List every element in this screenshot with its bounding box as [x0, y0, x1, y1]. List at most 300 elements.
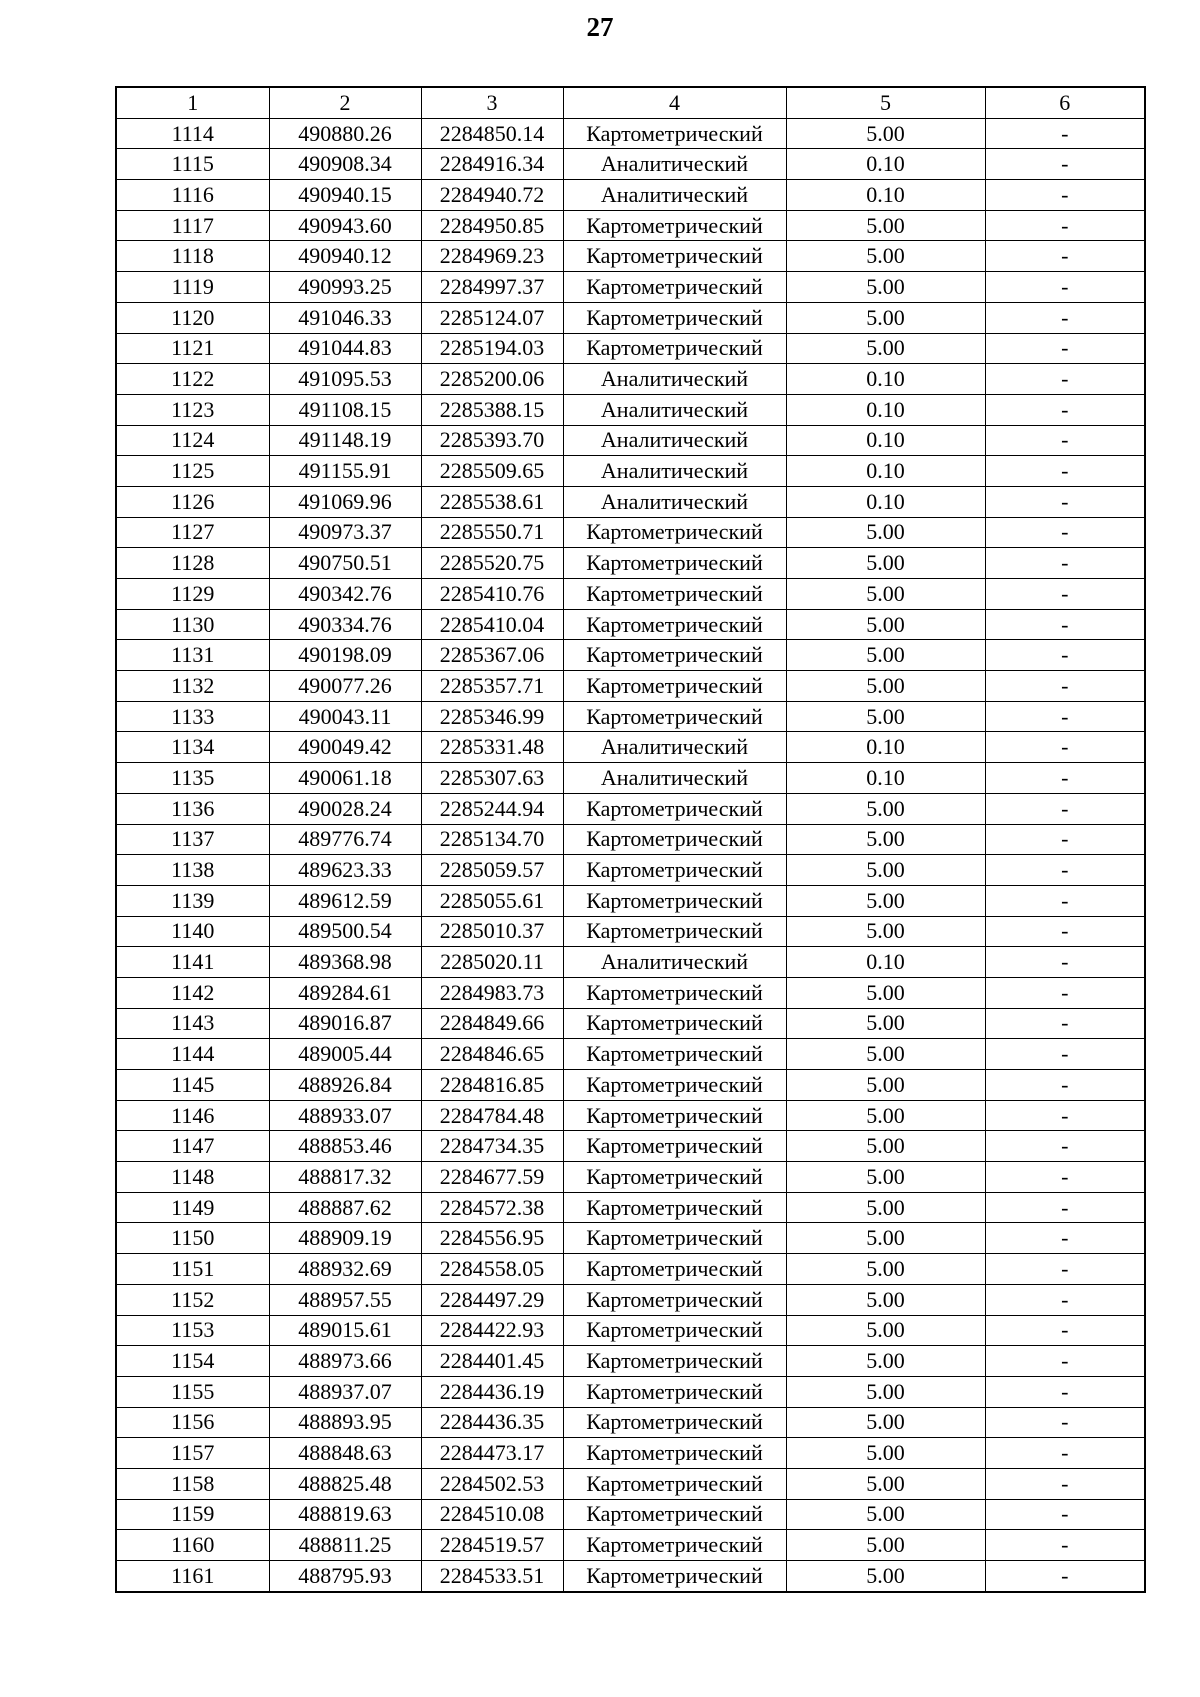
cell-y-coordinate: 2285509.65	[421, 456, 563, 487]
cell-y-coordinate: 2284558.05	[421, 1254, 563, 1285]
cell-method: Картометрический	[563, 671, 786, 702]
cell-y-coordinate: 2285520.75	[421, 548, 563, 579]
cell-method: Картометрический	[563, 517, 786, 548]
cell-x-coordinate: 491155.91	[269, 456, 421, 487]
cell-accuracy: 5.00	[786, 885, 985, 916]
cell-note: -	[985, 1346, 1145, 1377]
cell-point-number: 1135	[116, 763, 269, 794]
cell-note: -	[985, 1376, 1145, 1407]
coordinates-table	[115, 86, 1146, 1593]
table-row	[116, 1131, 1145, 1162]
cell-point-number: 1149	[116, 1192, 269, 1223]
cell-note: -	[985, 1008, 1145, 1039]
table-row	[116, 1468, 1145, 1499]
cell-method: Картометрический	[563, 1254, 786, 1285]
cell-point-number: 1150	[116, 1223, 269, 1254]
cell-accuracy: 5.00	[786, 1223, 985, 1254]
cell-method: Картометрический	[563, 609, 786, 640]
cell-note: -	[985, 763, 1145, 794]
cell-x-coordinate: 488957.55	[269, 1284, 421, 1315]
cell-method: Картометрический	[563, 1468, 786, 1499]
cell-note: -	[985, 793, 1145, 824]
table-row	[116, 947, 1145, 978]
cell-accuracy: 5.00	[786, 916, 985, 947]
cell-point-number: 1146	[116, 1100, 269, 1131]
table-row	[116, 732, 1145, 763]
page-number: 27	[586, 12, 614, 42]
cell-note: -	[985, 394, 1145, 425]
cell-point-number: 1130	[116, 609, 269, 640]
cell-y-coordinate: 2284849.66	[421, 1008, 563, 1039]
cell-x-coordinate: 488933.07	[269, 1100, 421, 1131]
cell-y-coordinate: 2285538.61	[421, 486, 563, 517]
cell-x-coordinate: 488825.48	[269, 1468, 421, 1499]
table-row	[116, 333, 1145, 364]
table-row	[116, 1008, 1145, 1039]
header-cell-3: 3	[421, 87, 563, 118]
cell-y-coordinate: 2285550.71	[421, 517, 563, 548]
cell-x-coordinate: 489500.54	[269, 916, 421, 947]
table-row	[116, 1438, 1145, 1469]
cell-accuracy: 5.00	[786, 1376, 985, 1407]
cell-point-number: 1137	[116, 824, 269, 855]
cell-y-coordinate: 2285200.06	[421, 364, 563, 395]
cell-method: Картометрический	[563, 1131, 786, 1162]
header-cell-5: 5	[786, 87, 985, 118]
cell-method: Картометрический	[563, 333, 786, 364]
cell-method: Аналитический	[563, 732, 786, 763]
cell-accuracy: 5.00	[786, 1561, 985, 1592]
cell-point-number: 1121	[116, 333, 269, 364]
cell-note: -	[985, 824, 1145, 855]
cell-note: -	[985, 425, 1145, 456]
table-row	[116, 1223, 1145, 1254]
cell-x-coordinate: 488937.07	[269, 1376, 421, 1407]
table-row	[116, 579, 1145, 610]
cell-accuracy: 5.00	[786, 1407, 985, 1438]
cell-y-coordinate: 2284401.45	[421, 1346, 563, 1377]
cell-x-coordinate: 489284.61	[269, 977, 421, 1008]
cell-y-coordinate: 2285393.70	[421, 425, 563, 456]
cell-y-coordinate: 2284969.23	[421, 241, 563, 272]
cell-method: Картометрический	[563, 1407, 786, 1438]
cell-accuracy: 5.00	[786, 302, 985, 333]
cell-point-number: 1115	[116, 149, 269, 180]
cell-point-number: 1127	[116, 517, 269, 548]
cell-method: Картометрический	[563, 1376, 786, 1407]
cell-accuracy: 5.00	[786, 1162, 985, 1193]
header-cell-2: 2	[269, 87, 421, 118]
cell-method: Картометрический	[563, 1039, 786, 1070]
cell-point-number: 1152	[116, 1284, 269, 1315]
cell-x-coordinate: 490993.25	[269, 272, 421, 303]
table-row	[116, 1284, 1145, 1315]
cell-point-number: 1120	[116, 302, 269, 333]
cell-method: Картометрический	[563, 1162, 786, 1193]
cell-accuracy: 5.00	[786, 1315, 985, 1346]
table-row	[116, 763, 1145, 794]
table-row	[116, 118, 1145, 149]
cell-accuracy: 0.10	[786, 425, 985, 456]
cell-point-number: 1151	[116, 1254, 269, 1285]
cell-note: -	[985, 1100, 1145, 1131]
table-row	[116, 1254, 1145, 1285]
cell-method: Картометрический	[563, 885, 786, 916]
cell-y-coordinate: 2284950.85	[421, 210, 563, 241]
table-row	[116, 364, 1145, 395]
cell-x-coordinate: 489612.59	[269, 885, 421, 916]
cell-note: -	[985, 609, 1145, 640]
cell-accuracy: 5.00	[786, 517, 985, 548]
cell-x-coordinate: 490028.24	[269, 793, 421, 824]
cell-method: Картометрический	[563, 916, 786, 947]
cell-y-coordinate: 2285346.99	[421, 701, 563, 732]
cell-note: -	[985, 1223, 1145, 1254]
cell-y-coordinate: 2285367.06	[421, 640, 563, 671]
table-header	[116, 87, 1145, 118]
cell-y-coordinate: 2284916.34	[421, 149, 563, 180]
cell-note: -	[985, 517, 1145, 548]
cell-method: Картометрический	[563, 210, 786, 241]
cell-x-coordinate: 490940.12	[269, 241, 421, 272]
cell-method: Картометрический	[563, 1070, 786, 1101]
cell-method: Аналитический	[563, 364, 786, 395]
cell-accuracy: 5.00	[786, 640, 985, 671]
cell-accuracy: 5.00	[786, 1039, 985, 1070]
cell-point-number: 1142	[116, 977, 269, 1008]
cell-method: Картометрический	[563, 302, 786, 333]
cell-x-coordinate: 491046.33	[269, 302, 421, 333]
cell-method: Картометрический	[563, 640, 786, 671]
cell-point-number: 1132	[116, 671, 269, 702]
cell-accuracy: 5.00	[786, 241, 985, 272]
cell-method: Картометрический	[563, 1561, 786, 1592]
cell-point-number: 1144	[116, 1039, 269, 1070]
cell-accuracy: 5.00	[786, 548, 985, 579]
table-row	[116, 1192, 1145, 1223]
cell-point-number: 1119	[116, 272, 269, 303]
cell-note: -	[985, 885, 1145, 916]
cell-method: Картометрический	[563, 1499, 786, 1530]
cell-method: Картометрический	[563, 701, 786, 732]
cell-note: -	[985, 1254, 1145, 1285]
cell-method: Картометрический	[563, 1008, 786, 1039]
cell-note: -	[985, 1561, 1145, 1592]
cell-point-number: 1134	[116, 732, 269, 763]
cell-y-coordinate: 2284497.29	[421, 1284, 563, 1315]
cell-accuracy: 5.00	[786, 118, 985, 149]
table-row	[116, 517, 1145, 548]
cell-y-coordinate: 2284816.85	[421, 1070, 563, 1101]
cell-x-coordinate: 490750.51	[269, 548, 421, 579]
cell-accuracy: 5.00	[786, 1284, 985, 1315]
cell-y-coordinate: 2285059.57	[421, 855, 563, 886]
cell-accuracy: 5.00	[786, 1499, 985, 1530]
cell-x-coordinate: 491108.15	[269, 394, 421, 425]
cell-point-number: 1122	[116, 364, 269, 395]
cell-point-number: 1126	[116, 486, 269, 517]
cell-note: -	[985, 947, 1145, 978]
cell-point-number: 1161	[116, 1561, 269, 1592]
cell-accuracy: 0.10	[786, 947, 985, 978]
cell-x-coordinate: 490342.76	[269, 579, 421, 610]
cell-method: Картометрический	[563, 1438, 786, 1469]
cell-y-coordinate: 2284784.48	[421, 1100, 563, 1131]
cell-method: Картометрический	[563, 977, 786, 1008]
cell-x-coordinate: 490908.34	[269, 149, 421, 180]
cell-y-coordinate: 2284850.14	[421, 118, 563, 149]
cell-note: -	[985, 272, 1145, 303]
cell-accuracy: 0.10	[786, 486, 985, 517]
table-row	[116, 486, 1145, 517]
cell-accuracy: 5.00	[786, 1131, 985, 1162]
cell-accuracy: 0.10	[786, 180, 985, 211]
cell-x-coordinate: 488848.63	[269, 1438, 421, 1469]
cell-x-coordinate: 488811.25	[269, 1530, 421, 1561]
cell-accuracy: 0.10	[786, 364, 985, 395]
table-row	[116, 640, 1145, 671]
cell-y-coordinate: 2285357.71	[421, 671, 563, 702]
table-row	[116, 456, 1145, 487]
cell-y-coordinate: 2285194.03	[421, 333, 563, 364]
cell-point-number: 1140	[116, 916, 269, 947]
header-row	[116, 87, 1145, 118]
cell-point-number: 1147	[116, 1131, 269, 1162]
cell-y-coordinate: 2284556.95	[421, 1223, 563, 1254]
cell-note: -	[985, 977, 1145, 1008]
table-row	[116, 824, 1145, 855]
cell-note: -	[985, 1284, 1145, 1315]
cell-accuracy: 5.00	[786, 701, 985, 732]
cell-y-coordinate: 2285124.07	[421, 302, 563, 333]
cell-y-coordinate: 2284473.17	[421, 1438, 563, 1469]
cell-x-coordinate: 489776.74	[269, 824, 421, 855]
cell-x-coordinate: 490943.60	[269, 210, 421, 241]
table-row	[116, 1499, 1145, 1530]
cell-accuracy: 5.00	[786, 793, 985, 824]
cell-note: -	[985, 855, 1145, 886]
cell-method: Картометрический	[563, 241, 786, 272]
cell-note: -	[985, 671, 1145, 702]
cell-x-coordinate: 488853.46	[269, 1131, 421, 1162]
table-row	[116, 701, 1145, 732]
cell-y-coordinate: 2284572.38	[421, 1192, 563, 1223]
table-row	[116, 1346, 1145, 1377]
table-row	[116, 885, 1145, 916]
table-row	[116, 149, 1145, 180]
cell-y-coordinate: 2285010.37	[421, 916, 563, 947]
cell-accuracy: 5.00	[786, 824, 985, 855]
cell-y-coordinate: 2284502.53	[421, 1468, 563, 1499]
table-row	[116, 1376, 1145, 1407]
cell-point-number: 1116	[116, 180, 269, 211]
cell-point-number: 1156	[116, 1407, 269, 1438]
cell-accuracy: 5.00	[786, 671, 985, 702]
cell-point-number: 1133	[116, 701, 269, 732]
cell-point-number: 1157	[116, 1438, 269, 1469]
cell-note: -	[985, 1131, 1145, 1162]
cell-x-coordinate: 488973.66	[269, 1346, 421, 1377]
cell-point-number: 1145	[116, 1070, 269, 1101]
cell-point-number: 1159	[116, 1499, 269, 1530]
cell-point-number: 1155	[116, 1376, 269, 1407]
cell-note: -	[985, 701, 1145, 732]
cell-note: -	[985, 149, 1145, 180]
cell-x-coordinate: 488909.19	[269, 1223, 421, 1254]
cell-x-coordinate: 490077.26	[269, 671, 421, 702]
cell-point-number: 1160	[116, 1530, 269, 1561]
cell-x-coordinate: 490061.18	[269, 763, 421, 794]
table-row	[116, 671, 1145, 702]
cell-method: Картометрический	[563, 855, 786, 886]
cell-y-coordinate: 2284519.57	[421, 1530, 563, 1561]
cell-y-coordinate: 2284940.72	[421, 180, 563, 211]
cell-point-number: 1138	[116, 855, 269, 886]
cell-x-coordinate: 490880.26	[269, 118, 421, 149]
cell-note: -	[985, 640, 1145, 671]
cell-y-coordinate: 2284533.51	[421, 1561, 563, 1592]
cell-x-coordinate: 488932.69	[269, 1254, 421, 1285]
cell-point-number: 1148	[116, 1162, 269, 1193]
header-cell-1: 1	[116, 87, 269, 118]
cell-x-coordinate: 489015.61	[269, 1315, 421, 1346]
cell-x-coordinate: 490049.42	[269, 732, 421, 763]
table-row	[116, 793, 1145, 824]
cell-note: -	[985, 916, 1145, 947]
cell-point-number: 1136	[116, 793, 269, 824]
cell-x-coordinate: 490043.11	[269, 701, 421, 732]
cell-y-coordinate: 2284422.93	[421, 1315, 563, 1346]
cell-method: Картометрический	[563, 118, 786, 149]
table-row	[116, 1315, 1145, 1346]
cell-method: Картометрический	[563, 1192, 786, 1223]
cell-accuracy: 5.00	[786, 1070, 985, 1101]
cell-accuracy: 0.10	[786, 763, 985, 794]
cell-y-coordinate: 2285331.48	[421, 732, 563, 763]
cell-accuracy: 0.10	[786, 149, 985, 180]
cell-note: -	[985, 486, 1145, 517]
cell-x-coordinate: 491069.96	[269, 486, 421, 517]
cell-method: Картометрический	[563, 793, 786, 824]
cell-x-coordinate: 489005.44	[269, 1039, 421, 1070]
cell-method: Аналитический	[563, 180, 786, 211]
table-row	[116, 1561, 1145, 1592]
table-row	[116, 1407, 1145, 1438]
cell-y-coordinate: 2284436.19	[421, 1376, 563, 1407]
cell-accuracy: 5.00	[786, 1530, 985, 1561]
cell-accuracy: 0.10	[786, 732, 985, 763]
cell-x-coordinate: 491148.19	[269, 425, 421, 456]
table-row	[116, 1100, 1145, 1131]
cell-x-coordinate: 491095.53	[269, 364, 421, 395]
cell-point-number: 1129	[116, 579, 269, 610]
cell-method: Картометрический	[563, 272, 786, 303]
cell-y-coordinate: 2284677.59	[421, 1162, 563, 1193]
cell-accuracy: 5.00	[786, 1346, 985, 1377]
cell-accuracy: 5.00	[786, 1100, 985, 1131]
cell-note: -	[985, 1070, 1145, 1101]
cell-point-number: 1125	[116, 456, 269, 487]
cell-accuracy: 5.00	[786, 977, 985, 1008]
cell-x-coordinate: 488926.84	[269, 1070, 421, 1101]
cell-note: -	[985, 333, 1145, 364]
cell-note: -	[985, 1407, 1145, 1438]
cell-point-number: 1143	[116, 1008, 269, 1039]
cell-y-coordinate: 2285244.94	[421, 793, 563, 824]
cell-point-number: 1141	[116, 947, 269, 978]
cell-note: -	[985, 210, 1145, 241]
cell-x-coordinate: 490940.15	[269, 180, 421, 211]
table-row	[116, 1070, 1145, 1101]
table-row	[116, 272, 1145, 303]
cell-y-coordinate: 2284436.35	[421, 1407, 563, 1438]
cell-accuracy: 5.00	[786, 609, 985, 640]
cell-note: -	[985, 1468, 1145, 1499]
table-row	[116, 180, 1145, 211]
table-row	[116, 1530, 1145, 1561]
cell-point-number: 1124	[116, 425, 269, 456]
cell-y-coordinate: 2285410.04	[421, 609, 563, 640]
cell-point-number: 1123	[116, 394, 269, 425]
cell-method: Аналитический	[563, 763, 786, 794]
cell-method: Картометрический	[563, 1223, 786, 1254]
cell-y-coordinate: 2285055.61	[421, 885, 563, 916]
cell-method: Аналитический	[563, 486, 786, 517]
cell-x-coordinate: 488893.95	[269, 1407, 421, 1438]
cell-y-coordinate: 2285388.15	[421, 394, 563, 425]
cell-accuracy: 5.00	[786, 333, 985, 364]
cell-point-number: 1154	[116, 1346, 269, 1377]
cell-method: Картометрический	[563, 1100, 786, 1131]
cell-method: Картометрический	[563, 548, 786, 579]
cell-y-coordinate: 2285134.70	[421, 824, 563, 855]
cell-note: -	[985, 1039, 1145, 1070]
cell-point-number: 1118	[116, 241, 269, 272]
cell-method: Картометрический	[563, 1346, 786, 1377]
table-body	[116, 118, 1145, 1592]
table-row	[116, 394, 1145, 425]
cell-note: -	[985, 118, 1145, 149]
cell-note: -	[985, 180, 1145, 211]
cell-method: Картометрический	[563, 1284, 786, 1315]
cell-note: -	[985, 1438, 1145, 1469]
cell-y-coordinate: 2285020.11	[421, 947, 563, 978]
table-row	[116, 210, 1145, 241]
table-row	[116, 302, 1145, 333]
cell-method: Аналитический	[563, 394, 786, 425]
cell-point-number: 1153	[116, 1315, 269, 1346]
cell-x-coordinate: 489016.87	[269, 1008, 421, 1039]
cell-note: -	[985, 1315, 1145, 1346]
cell-method: Картометрический	[563, 824, 786, 855]
header-cell-4: 4	[563, 87, 786, 118]
cell-method: Картометрический	[563, 579, 786, 610]
cell-x-coordinate: 488819.63	[269, 1499, 421, 1530]
cell-accuracy: 0.10	[786, 394, 985, 425]
cell-note: -	[985, 732, 1145, 763]
cell-x-coordinate: 491044.83	[269, 333, 421, 364]
cell-y-coordinate: 2285410.76	[421, 579, 563, 610]
cell-note: -	[985, 241, 1145, 272]
cell-note: -	[985, 456, 1145, 487]
table-row	[116, 425, 1145, 456]
cell-y-coordinate: 2284846.65	[421, 1039, 563, 1070]
cell-x-coordinate: 490198.09	[269, 640, 421, 671]
cell-x-coordinate: 490973.37	[269, 517, 421, 548]
cell-accuracy: 5.00	[786, 1008, 985, 1039]
cell-accuracy: 5.00	[786, 855, 985, 886]
cell-y-coordinate: 2285307.63	[421, 763, 563, 794]
